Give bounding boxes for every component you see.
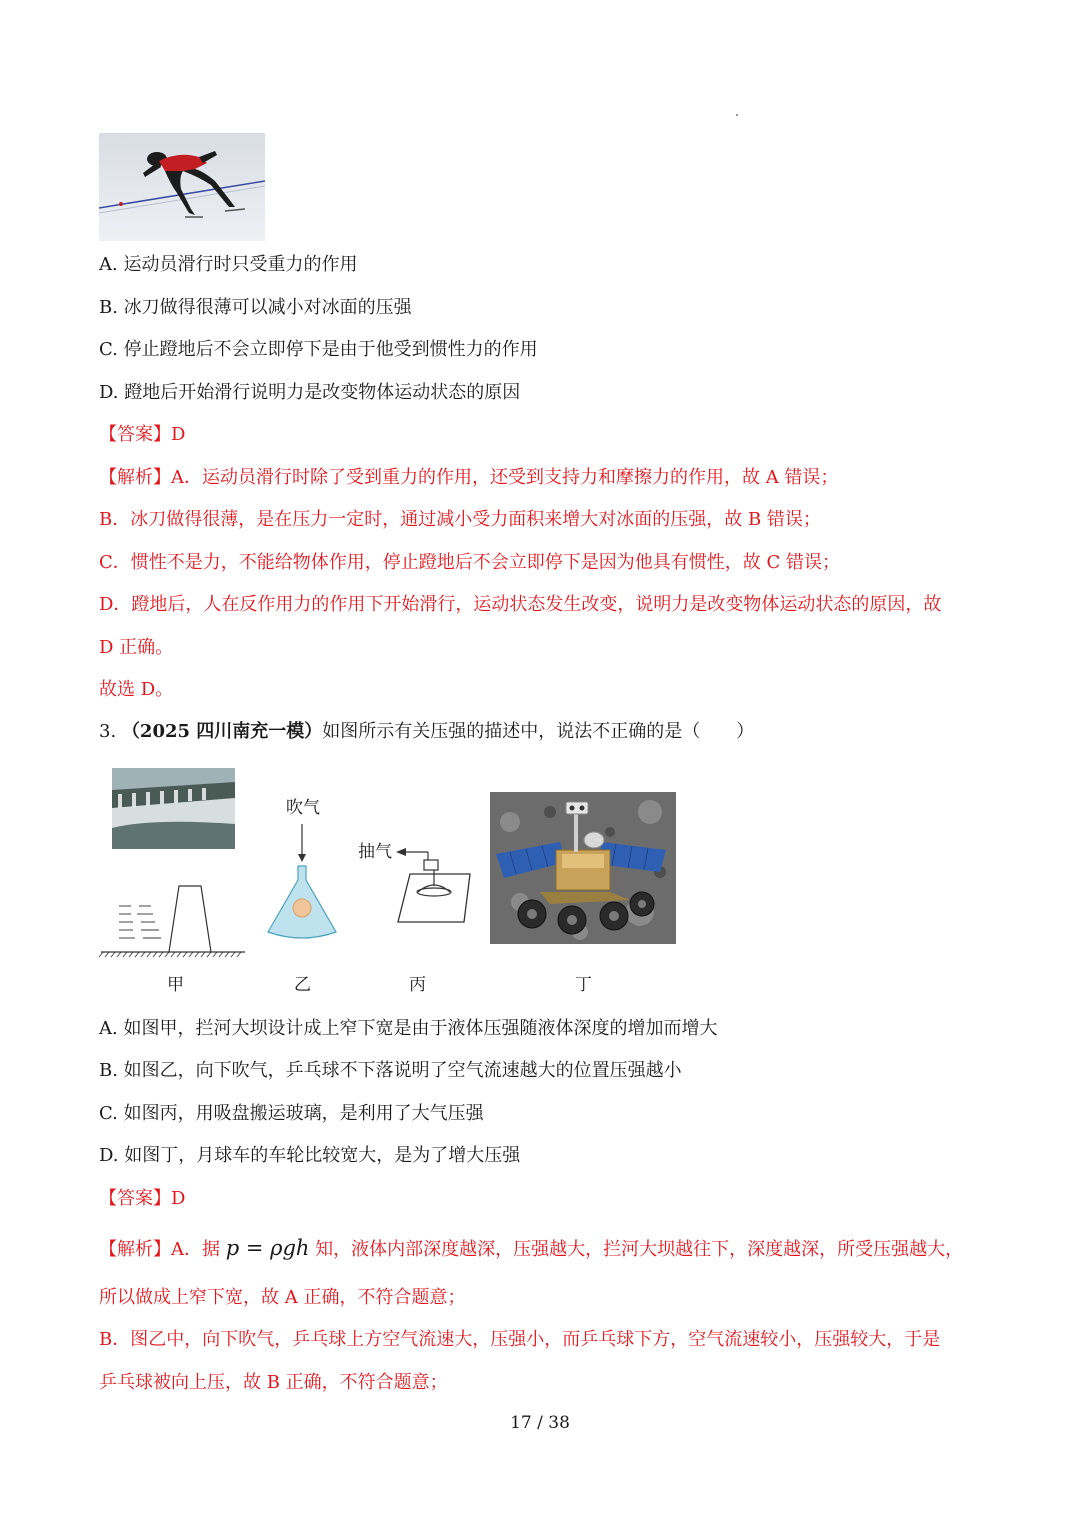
funnel-diagram	[262, 820, 342, 944]
pump-label: 抽气	[358, 842, 392, 862]
blow-label: 吹气	[286, 798, 320, 818]
q2-analysis-line: D 正确。	[99, 637, 174, 658]
q3-analysis-line: 乒乓球被向上压，故 B 正确，不符合题意；	[99, 1372, 448, 1393]
q3-question: 如图所示有关压强的描述中，说法不正确的是（ ）	[322, 721, 755, 742]
q3-option-c: C. 如图丙，用吸盘搬运玻璃，是利用了大气压强	[99, 1103, 484, 1124]
q3-option-b: B. 如图乙，向下吹气，乒乓球不下落说明了空气流速越大的位置压强越小	[99, 1060, 682, 1081]
q3-option-d: D. 如图丁，月球车的车轮比较宽大，是为了增大压强	[99, 1145, 521, 1166]
q2-analysis-line: 【解析】A．运动员滑行时除了受到重力的作用，还受到支持力和摩擦力的作用，故 A 错误；	[99, 467, 839, 488]
q3-analysis-suffix: 知，液体内部深度越深，压强越大，拦河大坝越往下，深度越深，所受压强越大，	[309, 1239, 964, 1260]
speed-skater-photo	[99, 133, 265, 241]
caption-ding: 丁	[575, 975, 592, 995]
q3-source: （2025 四川南充一模）	[121, 721, 323, 742]
q3-analysis-line: 所以做成上窄下宽，故 A 正确，不符合题意；	[99, 1287, 466, 1308]
q2-option-c: C. 停止蹬地后不会立即停下是由于他受到惯性力的作用	[99, 339, 538, 360]
q2-option-a: A. 运动员滑行时只受重力的作用	[99, 254, 358, 275]
q3-option-a: A. 如图甲，拦河大坝设计成上窄下宽是由于液体压强随液体深度的增加而增大	[99, 1018, 718, 1039]
q2-analysis-line: 故选 D。	[99, 679, 174, 700]
q2-answer: 【答案】D	[99, 424, 186, 445]
q3-analysis-line	[99, 1236, 963, 1262]
dam-photo	[112, 768, 235, 849]
caption-jia: 甲	[167, 975, 184, 995]
q2-analysis-line: B．冰刀做得很薄，是在压力一定时，通过减小受力面积来增大对冰面的压强，故 B 错误；	[99, 509, 821, 530]
caption-bing: 丙	[409, 975, 426, 995]
q2-option-b: B. 冰刀做得很薄可以减小对冰面的压强	[99, 297, 412, 318]
decorative-dot	[736, 114, 738, 116]
q3-analysis-prefix: 【解析】A．据	[99, 1239, 226, 1260]
lunar-rover-photo	[490, 792, 676, 944]
q2-option-d: D. 蹬地后开始滑行说明力是改变物体运动状态的原因	[99, 382, 521, 403]
q3-answer: 【答案】D	[99, 1188, 186, 1209]
q3-analysis-line: B．图乙中，向下吹气，乒乓球上方空气流速大，压强小，而乒乓球下方，空气流速较小，压强较大，于是	[99, 1329, 941, 1350]
suction-cup-diagram	[394, 838, 474, 930]
page-number: 17 / 38	[510, 1413, 570, 1433]
pressure-formula: p = ρgh	[225, 1236, 310, 1260]
q2-analysis-line: D．蹬地后，人在反作用力的作用下开始滑行，运动状态发生改变，说明力是改变物体运动状态的原因，故	[99, 594, 942, 615]
q3-number: 3.	[99, 721, 117, 742]
q2-analysis-line: C．惯性不是力，不能给物体作用，停止蹬地后不会立即停下是因为他具有惯性，故 C 错误；	[99, 552, 840, 573]
dam-diagram	[99, 880, 247, 958]
caption-yi: 乙	[294, 975, 311, 995]
q3-stem	[99, 720, 754, 744]
